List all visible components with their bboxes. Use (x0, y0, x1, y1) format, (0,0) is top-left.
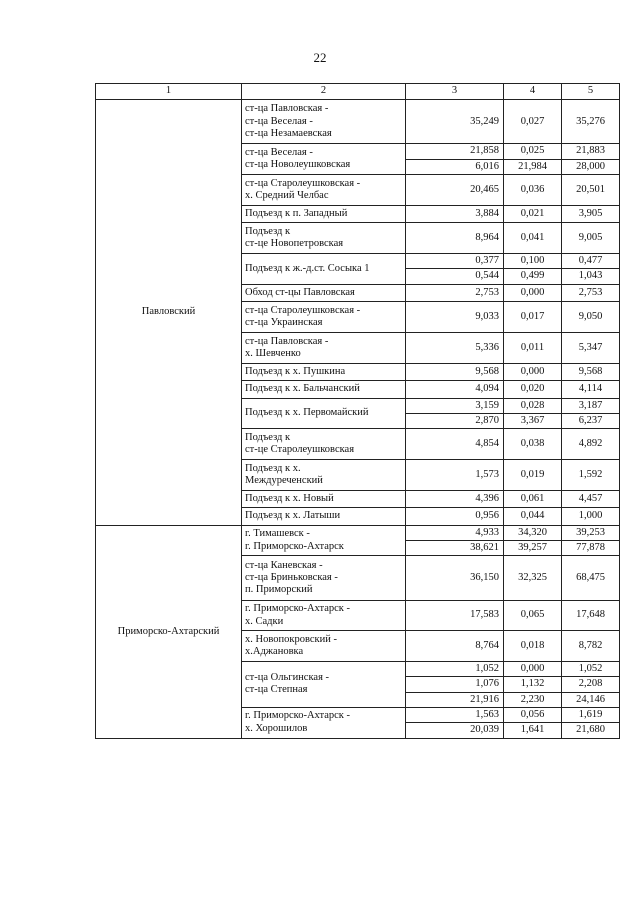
section-name-cell: Подъезд к х. Междуреченский (242, 460, 406, 491)
section-name-cell: ст-ца Павловская - ст-ца Веселая - ст-ца Незамаевская (242, 100, 406, 144)
value-cell-col-5: 1,592 (562, 460, 620, 491)
value-cell-col-5: 28,000 (562, 159, 620, 174)
value-cell-col-5: 9,050 (562, 302, 620, 333)
value-cell-col-4: 1,132 (504, 677, 562, 692)
value-cell-col-3: 0,956 (406, 508, 504, 525)
value-cell-col-3: 3,884 (406, 205, 504, 222)
value-cell-col-4: 0,038 (504, 429, 562, 460)
value-cell-col-5: 4,457 (562, 490, 620, 507)
value-cell-col-4: 0,041 (504, 223, 562, 254)
table-body (96, 100, 620, 739)
section-name-cell: г. Приморско-Ахтарск - х. Хорошилов (242, 707, 406, 738)
section-name-cell: х. Новопокровский - х.Аджановка (242, 631, 406, 662)
section-name-cell: г. Тимашевск - г. Приморско-Ахтарск (242, 525, 406, 556)
section-name-cell: Подъезд к х. Первомайский (242, 398, 406, 429)
value-cell-col-3: 4,854 (406, 429, 504, 460)
value-cell-col-3: 1,052 (406, 662, 504, 677)
value-cell-col-4: 3,367 (504, 413, 562, 428)
value-cell-col-3: 9,568 (406, 363, 504, 380)
value-cell-col-4: 0,499 (504, 269, 562, 284)
value-cell-col-4: 0,011 (504, 332, 562, 363)
value-cell-col-4: 0,000 (504, 284, 562, 301)
value-cell-col-5: 39,253 (562, 525, 620, 540)
value-cell-col-4: 0,021 (504, 205, 562, 222)
value-cell-col-4: 0,000 (504, 662, 562, 677)
value-cell-col-5: 6,237 (562, 413, 620, 428)
value-cell-col-3: 4,094 (406, 381, 504, 398)
value-cell-col-3: 0,377 (406, 253, 504, 268)
value-cell-col-4: 0,027 (504, 100, 562, 144)
value-cell-col-4: 0,044 (504, 508, 562, 525)
value-cell-col-3: 20,039 (406, 723, 504, 738)
header-cell-5: 5 (562, 84, 620, 100)
value-cell-col-5: 21,680 (562, 723, 620, 738)
value-cell-col-4: 0,065 (504, 600, 562, 631)
section-name-cell: ст-ца Ольгинская - ст-ца Степная (242, 662, 406, 708)
header-cell-1: 1 (96, 84, 242, 100)
section-name-cell: Подъезд к х. Бальчанский (242, 381, 406, 398)
header-cell-4: 4 (504, 84, 562, 100)
page-number: 22 (313, 50, 327, 65)
road-table (95, 83, 620, 739)
section-name-cell: Подъезд к х. Пушкина (242, 363, 406, 380)
district-cell: Приморско-Ахтарский (96, 525, 242, 738)
section-name-cell: Подъезд к ст-це Старолеушковская (242, 429, 406, 460)
value-cell-col-3: 2,870 (406, 413, 504, 428)
value-cell-col-3: 4,933 (406, 525, 504, 540)
value-cell-col-3: 0,544 (406, 269, 504, 284)
district-cell: Павловский (96, 100, 242, 526)
value-cell-col-4: 0,018 (504, 631, 562, 662)
value-cell-col-5: 1,052 (562, 662, 620, 677)
value-cell-col-3: 6,016 (406, 159, 504, 174)
section-name-cell: ст-ца Веселая - ст-ца Новолеушковская (242, 144, 406, 175)
value-cell-col-4: 0,100 (504, 253, 562, 268)
value-cell-col-3: 21,916 (406, 692, 504, 707)
value-cell-col-5: 9,568 (562, 363, 620, 380)
section-name-cell: Подъезд к ст-це Новопетровская (242, 223, 406, 254)
value-cell-col-5: 3,187 (562, 398, 620, 413)
value-cell-col-5: 1,619 (562, 707, 620, 722)
value-cell-col-5: 35,276 (562, 100, 620, 144)
section-name-cell: ст-ца Павловская - х. Шевченко (242, 332, 406, 363)
value-cell-col-3: 8,764 (406, 631, 504, 662)
value-cell-col-4: 0,019 (504, 460, 562, 491)
value-cell-col-4: 34,320 (504, 525, 562, 540)
value-cell-col-4: 32,325 (504, 556, 562, 600)
value-cell-col-5: 8,782 (562, 631, 620, 662)
value-cell-col-5: 5,347 (562, 332, 620, 363)
section-name-cell: Подъезд к х. Новый (242, 490, 406, 507)
value-cell-col-4: 0,020 (504, 381, 562, 398)
section-name-cell: Обход ст-цы Павловская (242, 284, 406, 301)
value-cell-col-4: 39,257 (504, 541, 562, 556)
section-name-cell: ст-ца Старолеушковская - ст-ца Украинская (242, 302, 406, 333)
value-cell-col-3: 36,150 (406, 556, 504, 600)
value-cell-col-3: 38,621 (406, 541, 504, 556)
value-cell-col-3: 1,076 (406, 677, 504, 692)
value-cell-col-5: 1,043 (562, 269, 620, 284)
value-cell-col-4: 0,028 (504, 398, 562, 413)
section-name-cell: г. Приморско-Ахтарск - х. Садки (242, 600, 406, 631)
value-cell-col-5: 0,477 (562, 253, 620, 268)
header-row (96, 84, 620, 100)
value-cell-col-3: 3,159 (406, 398, 504, 413)
table-row (96, 100, 620, 144)
value-cell-col-5: 21,883 (562, 144, 620, 159)
value-cell-col-5: 2,208 (562, 677, 620, 692)
table-row (96, 525, 620, 540)
value-cell-col-3: 5,336 (406, 332, 504, 363)
value-cell-col-4: 0,036 (504, 174, 562, 205)
value-cell-col-5: 77,878 (562, 541, 620, 556)
header-cell-3: 3 (406, 84, 504, 100)
value-cell-col-4: 0,056 (504, 707, 562, 722)
value-cell-col-3: 9,033 (406, 302, 504, 333)
value-cell-col-3: 1,563 (406, 707, 504, 722)
value-cell-col-4: 0,025 (504, 144, 562, 159)
value-cell-col-4: 1,641 (504, 723, 562, 738)
value-cell-col-3: 4,396 (406, 490, 504, 507)
section-name-cell: Подъезд к х. Латыши (242, 508, 406, 525)
section-name-cell: Подъезд к п. Западный (242, 205, 406, 222)
value-cell-col-5: 3,905 (562, 205, 620, 222)
value-cell-col-3: 35,249 (406, 100, 504, 144)
section-name-cell: ст-ца Старолеушковская - х. Средний Челбас (242, 174, 406, 205)
value-cell-col-5: 17,648 (562, 600, 620, 631)
value-cell-col-5: 4,114 (562, 381, 620, 398)
value-cell-col-3: 20,465 (406, 174, 504, 205)
value-cell-col-4: 0,000 (504, 363, 562, 380)
header-cell-2: 2 (242, 84, 406, 100)
value-cell-col-3: 21,858 (406, 144, 504, 159)
value-cell-col-5: 9,005 (562, 223, 620, 254)
section-name-cell: Подъезд к ж.-д.ст. Сосыка 1 (242, 253, 406, 284)
value-cell-col-4: 0,017 (504, 302, 562, 333)
value-cell-col-3: 8,964 (406, 223, 504, 254)
value-cell-col-5: 24,146 (562, 692, 620, 707)
value-cell-col-5: 4,892 (562, 429, 620, 460)
value-cell-col-5: 68,475 (562, 556, 620, 600)
value-cell-col-5: 20,501 (562, 174, 620, 205)
value-cell-col-5: 2,753 (562, 284, 620, 301)
value-cell-col-3: 1,573 (406, 460, 504, 491)
value-cell-col-3: 17,583 (406, 600, 504, 631)
value-cell-col-4: 0,061 (504, 490, 562, 507)
section-name-cell: ст-ца Каневская - ст-ца Бриньковская - п. Приморский (242, 556, 406, 600)
value-cell-col-4: 2,230 (504, 692, 562, 707)
value-cell-col-4: 21,984 (504, 159, 562, 174)
value-cell-col-3: 2,753 (406, 284, 504, 301)
value-cell-col-5: 1,000 (562, 508, 620, 525)
